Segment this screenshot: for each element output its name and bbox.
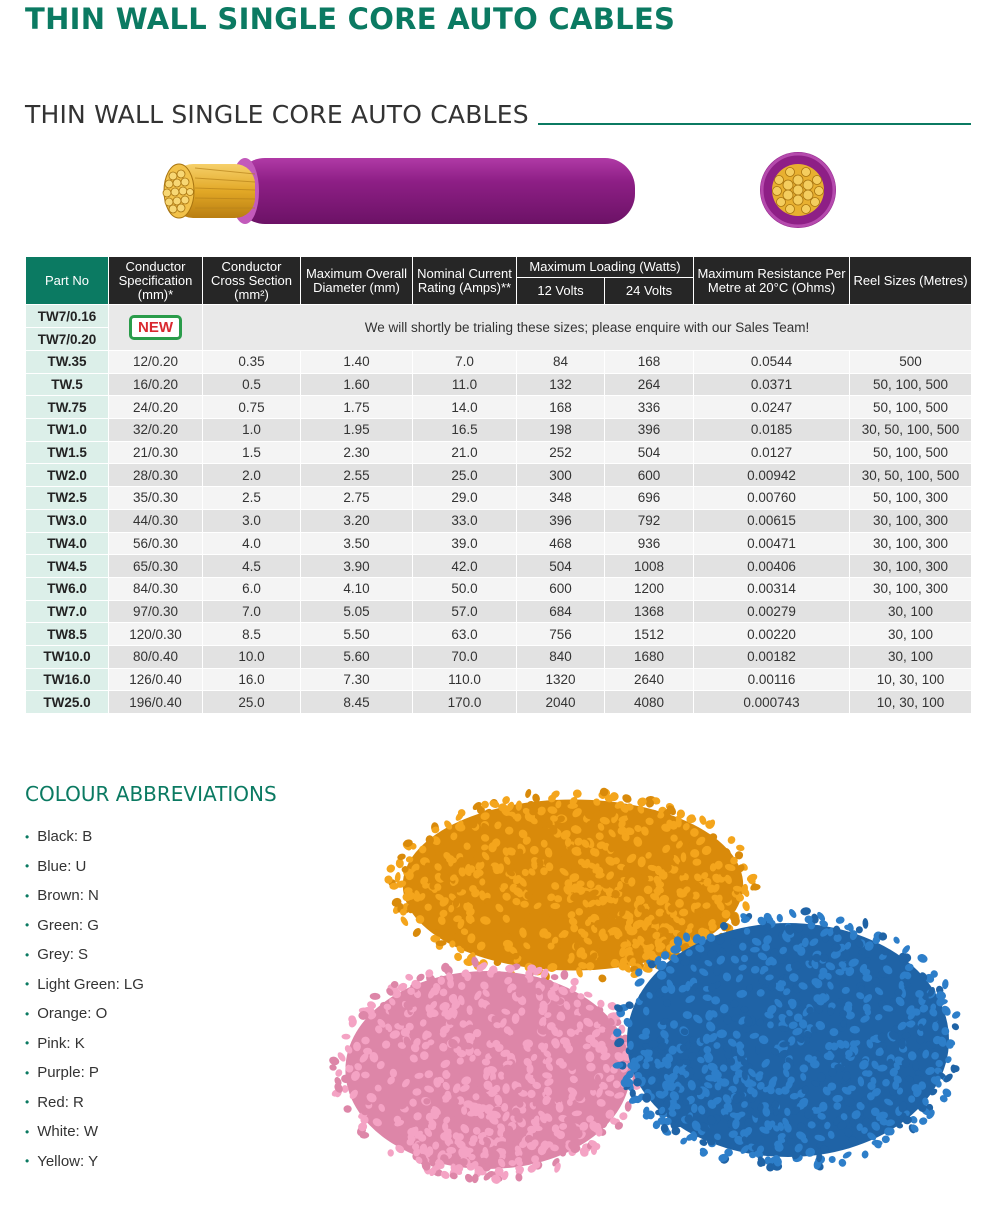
loading-12v-cell: 198 bbox=[517, 419, 605, 442]
max-diameter-cell: 8.45 bbox=[301, 691, 413, 714]
max-resistance-cell: 0.00279 bbox=[694, 600, 850, 623]
current-rating-cell: 70.0 bbox=[413, 645, 517, 668]
cable-jacket bbox=[231, 158, 635, 224]
loading-24v-cell: 504 bbox=[605, 441, 694, 464]
max-diameter-cell: 2.30 bbox=[301, 441, 413, 464]
conductor-spec-cell: 84/0.30 bbox=[109, 577, 203, 600]
part-no-cell: TW8.5 bbox=[26, 623, 109, 646]
header-max-resistance: Maximum Resistance Per Metre at 20°C (Ohms) bbox=[694, 257, 850, 305]
loading-12v-cell: 2040 bbox=[517, 691, 605, 714]
new-sizes-message: We will shortly be trialing these sizes; please enquire with our Sales Team! bbox=[203, 305, 972, 351]
part-no-cell: TW.35 bbox=[26, 351, 109, 374]
colour-abbreviation-label: Grey: S bbox=[37, 946, 89, 964]
conductor-spec-cell: 65/0.30 bbox=[109, 555, 203, 578]
loading-24v-cell: 600 bbox=[605, 464, 694, 487]
conductor-spec-cell: 80/0.40 bbox=[109, 645, 203, 668]
colour-abbreviation-item bbox=[25, 911, 144, 941]
max-diameter-cell: 1.75 bbox=[301, 396, 413, 419]
cross-section-cell: 1.5 bbox=[203, 441, 301, 464]
part-no-cell: TW7.0 bbox=[26, 600, 109, 623]
max-diameter-cell: 3.90 bbox=[301, 555, 413, 578]
max-resistance-cell: 0.0185 bbox=[694, 419, 850, 442]
table-row bbox=[26, 396, 972, 419]
max-resistance-cell: 0.00220 bbox=[694, 623, 850, 646]
max-resistance-cell: 0.00116 bbox=[694, 668, 850, 691]
loading-24v-cell: 1512 bbox=[605, 623, 694, 646]
max-resistance-cell: 0.0247 bbox=[694, 396, 850, 419]
colour-abbreviation-item bbox=[25, 970, 144, 1000]
part-no-cell: TW1.5 bbox=[26, 441, 109, 464]
max-diameter-cell: 2.75 bbox=[301, 487, 413, 510]
current-rating-cell: 39.0 bbox=[413, 532, 517, 555]
conductor-spec-cell: 21/0.30 bbox=[109, 441, 203, 464]
current-rating-cell: 170.0 bbox=[413, 691, 517, 714]
loading-12v-cell: 756 bbox=[517, 623, 605, 646]
current-rating-cell: 57.0 bbox=[413, 600, 517, 623]
colour-abbreviation-item bbox=[25, 1058, 144, 1088]
header-24-volts: 24 Volts bbox=[605, 278, 694, 305]
max-diameter-cell: 1.60 bbox=[301, 373, 413, 396]
loading-12v-cell: 300 bbox=[517, 464, 605, 487]
reel-sizes-cell: 50, 100, 500 bbox=[850, 373, 972, 396]
cross-section-cell: 2.5 bbox=[203, 487, 301, 510]
table-row bbox=[26, 509, 972, 532]
colour-abbreviation-label: Black: B bbox=[37, 828, 93, 846]
part-no-cell: TW7/0.16 bbox=[26, 305, 109, 328]
bullet-icon: • bbox=[25, 918, 30, 933]
conductor-spec-cell: 32/0.20 bbox=[109, 419, 203, 442]
current-rating-cell: 50.0 bbox=[413, 577, 517, 600]
part-no-cell: TW10.0 bbox=[26, 645, 109, 668]
conductor-spec-cell: 196/0.40 bbox=[109, 691, 203, 714]
cross-section-cell: 0.35 bbox=[203, 351, 301, 374]
current-rating-cell: 42.0 bbox=[413, 555, 517, 578]
part-no-cell: TW1.0 bbox=[26, 419, 109, 442]
current-rating-cell: 7.0 bbox=[413, 351, 517, 374]
bullet-icon: • bbox=[25, 1124, 30, 1139]
cross-section-cell: 7.0 bbox=[203, 600, 301, 623]
current-rating-cell: 110.0 bbox=[413, 668, 517, 691]
bullet-icon: • bbox=[25, 859, 30, 874]
cross-section-cell: 2.0 bbox=[203, 464, 301, 487]
colour-abbreviations-title: COLOUR ABBREVIATIONS bbox=[25, 782, 277, 806]
cross-section-cell: 6.0 bbox=[203, 577, 301, 600]
bullet-icon: • bbox=[25, 977, 30, 992]
bullet-icon: • bbox=[25, 1006, 30, 1021]
cross-section-cell: 25.0 bbox=[203, 691, 301, 714]
colour-abbreviation-label: White: W bbox=[37, 1123, 99, 1141]
colour-abbreviation-label: Light Green: LG bbox=[37, 975, 144, 993]
bullet-icon: • bbox=[25, 829, 30, 844]
part-no-cell: TW7/0.20 bbox=[26, 328, 109, 351]
reel-sizes-cell: 10, 30, 100 bbox=[850, 691, 972, 714]
conductor-spec-cell: 35/0.30 bbox=[109, 487, 203, 510]
header-current-rating: Nominal Current Rating (Amps)** bbox=[413, 257, 517, 305]
loading-12v-cell: 132 bbox=[517, 373, 605, 396]
reel-sizes-cell: 30, 100, 300 bbox=[850, 532, 972, 555]
conductor-spec-cell: 56/0.30 bbox=[109, 532, 203, 555]
part-no-cell: TW16.0 bbox=[26, 668, 109, 691]
header-part-no: Part No bbox=[26, 257, 109, 305]
max-resistance-cell: 0.000743 bbox=[694, 691, 850, 714]
cross-section-cell: 4.0 bbox=[203, 532, 301, 555]
loading-24v-cell: 336 bbox=[605, 396, 694, 419]
loading-12v-cell: 1320 bbox=[517, 668, 605, 691]
max-resistance-cell: 0.00406 bbox=[694, 555, 850, 578]
part-no-cell: TW2.0 bbox=[26, 464, 109, 487]
table-row bbox=[26, 532, 972, 555]
loading-12v-cell: 468 bbox=[517, 532, 605, 555]
colour-abbreviation-label: Purple: P bbox=[37, 1064, 99, 1082]
table-row bbox=[26, 577, 972, 600]
current-rating-cell: 33.0 bbox=[413, 509, 517, 532]
reel-sizes-cell: 30, 100, 300 bbox=[850, 509, 972, 532]
reel-sizes-cell: 30, 100 bbox=[850, 600, 972, 623]
cross-section-cell: 8.5 bbox=[203, 623, 301, 646]
loading-24v-cell: 1680 bbox=[605, 645, 694, 668]
max-diameter-cell: 3.20 bbox=[301, 509, 413, 532]
reel-sizes-cell: 30, 100 bbox=[850, 645, 972, 668]
bullet-icon: • bbox=[25, 947, 30, 962]
max-diameter-cell: 1.40 bbox=[301, 351, 413, 374]
reel-sizes-cell: 50, 100, 500 bbox=[850, 441, 972, 464]
reel-sizes-cell: 30, 100, 300 bbox=[850, 555, 972, 578]
max-resistance-cell: 0.0544 bbox=[694, 351, 850, 374]
loading-24v-cell: 1008 bbox=[605, 555, 694, 578]
max-diameter-cell: 3.50 bbox=[301, 532, 413, 555]
max-resistance-cell: 0.00760 bbox=[694, 487, 850, 510]
table-row-new bbox=[26, 305, 972, 328]
conductor-spec-cell: 24/0.20 bbox=[109, 396, 203, 419]
pink-pellet-pile bbox=[328, 956, 643, 1186]
reel-sizes-cell: 50, 100, 500 bbox=[850, 396, 972, 419]
colour-abbreviation-label: Pink: K bbox=[37, 1034, 85, 1052]
cross-section-cell: 4.5 bbox=[203, 555, 301, 578]
loading-24v-cell: 4080 bbox=[605, 691, 694, 714]
conductor-spec-cell: 126/0.40 bbox=[109, 668, 203, 691]
colour-abbreviation-label: Orange: O bbox=[37, 1005, 108, 1023]
colour-abbreviation-item bbox=[25, 1147, 144, 1177]
loading-12v-cell: 600 bbox=[517, 577, 605, 600]
conductor-spec-cell: 28/0.30 bbox=[109, 464, 203, 487]
part-no-cell: TW2.5 bbox=[26, 487, 109, 510]
table-row bbox=[26, 668, 972, 691]
section-divider bbox=[538, 123, 971, 125]
part-no-cell: TW6.0 bbox=[26, 577, 109, 600]
loading-24v-cell: 936 bbox=[605, 532, 694, 555]
table-row bbox=[26, 623, 972, 646]
plastic-pellets-image bbox=[318, 775, 978, 1205]
header-max-diameter: Maximum Overall Diameter (mm) bbox=[301, 257, 413, 305]
loading-12v-cell: 168 bbox=[517, 396, 605, 419]
new-badge-cell bbox=[109, 305, 203, 351]
section-title: THIN WALL SINGLE CORE AUTO CABLES bbox=[25, 100, 529, 129]
loading-24v-cell: 1200 bbox=[605, 577, 694, 600]
max-diameter-cell: 2.55 bbox=[301, 464, 413, 487]
loading-12v-cell: 84 bbox=[517, 351, 605, 374]
current-rating-cell: 29.0 bbox=[413, 487, 517, 510]
table-row bbox=[26, 487, 972, 510]
reel-sizes-cell: 30, 50, 100, 500 bbox=[850, 419, 972, 442]
loading-24v-cell: 168 bbox=[605, 351, 694, 374]
loading-24v-cell: 1368 bbox=[605, 600, 694, 623]
colour-abbreviation-label: Red: R bbox=[37, 1093, 84, 1111]
loading-12v-cell: 396 bbox=[517, 509, 605, 532]
current-rating-cell: 21.0 bbox=[413, 441, 517, 464]
bullet-icon: • bbox=[25, 1154, 30, 1169]
reel-sizes-cell: 30, 50, 100, 500 bbox=[850, 464, 972, 487]
cross-section-cell: 1.0 bbox=[203, 419, 301, 442]
colour-abbreviation-item bbox=[25, 999, 144, 1029]
cable-illustration bbox=[155, 150, 855, 240]
part-no-cell: TW4.0 bbox=[26, 532, 109, 555]
current-rating-cell: 16.5 bbox=[413, 419, 517, 442]
part-no-cell: TW.5 bbox=[26, 373, 109, 396]
colour-abbreviation-label: Blue: U bbox=[37, 857, 87, 875]
colour-abbreviation-label: Yellow: Y bbox=[37, 1152, 99, 1170]
colour-abbreviation-item bbox=[25, 940, 144, 970]
current-rating-cell: 14.0 bbox=[413, 396, 517, 419]
table-row bbox=[26, 373, 972, 396]
part-no-cell: TW3.0 bbox=[26, 509, 109, 532]
conductor-spec-cell: 120/0.30 bbox=[109, 623, 203, 646]
reel-sizes-cell: 50, 100, 300 bbox=[850, 487, 972, 510]
cable-cross-section bbox=[760, 152, 836, 228]
conductor-spec-cell: 12/0.20 bbox=[109, 351, 203, 374]
bullet-icon: • bbox=[25, 888, 30, 903]
colour-abbreviations-list bbox=[25, 822, 144, 1176]
cross-section-cell: 16.0 bbox=[203, 668, 301, 691]
loading-12v-cell: 252 bbox=[517, 441, 605, 464]
reel-sizes-cell: 10, 30, 100 bbox=[850, 668, 972, 691]
max-resistance-cell: 0.00615 bbox=[694, 509, 850, 532]
bullet-icon: • bbox=[25, 1095, 30, 1110]
colour-abbreviation-item bbox=[25, 881, 144, 911]
loading-24v-cell: 264 bbox=[605, 373, 694, 396]
new-badge: NEW bbox=[129, 315, 182, 340]
loading-24v-cell: 696 bbox=[605, 487, 694, 510]
max-resistance-cell: 0.00471 bbox=[694, 532, 850, 555]
header-12-volts: 12 Volts bbox=[517, 278, 605, 305]
max-resistance-cell: 0.00314 bbox=[694, 577, 850, 600]
loading-24v-cell: 792 bbox=[605, 509, 694, 532]
max-resistance-cell: 0.00182 bbox=[694, 645, 850, 668]
colour-abbreviation-item bbox=[25, 1088, 144, 1118]
table-row bbox=[26, 555, 972, 578]
colour-abbreviation-label: Brown: N bbox=[37, 887, 99, 905]
bullet-icon: • bbox=[25, 1036, 30, 1051]
conductor-spec-cell: 97/0.30 bbox=[109, 600, 203, 623]
max-diameter-cell: 5.50 bbox=[301, 623, 413, 646]
header-cross-section: Conductor Cross Section (mm²) bbox=[203, 257, 301, 305]
reel-sizes-cell: 30, 100, 300 bbox=[850, 577, 972, 600]
max-resistance-cell: 0.0127 bbox=[694, 441, 850, 464]
cross-section-cell: 3.0 bbox=[203, 509, 301, 532]
conductor-spec-cell: 16/0.20 bbox=[109, 373, 203, 396]
cable-spec-table bbox=[25, 256, 972, 714]
max-diameter-cell: 5.05 bbox=[301, 600, 413, 623]
conductor-strands bbox=[163, 164, 255, 218]
part-no-cell: TW.75 bbox=[26, 396, 109, 419]
loading-24v-cell: 396 bbox=[605, 419, 694, 442]
table-row bbox=[26, 464, 972, 487]
current-rating-cell: 25.0 bbox=[413, 464, 517, 487]
colour-abbreviation-label: Green: G bbox=[37, 916, 99, 934]
header-max-loading: Maximum Loading (Watts) bbox=[517, 257, 694, 278]
cross-section-cell: 0.75 bbox=[203, 396, 301, 419]
max-diameter-cell: 7.30 bbox=[301, 668, 413, 691]
table-row bbox=[26, 419, 972, 442]
header-conductor-spec: Conductor Specification (mm)* bbox=[109, 257, 203, 305]
cross-section-cell: 0.5 bbox=[203, 373, 301, 396]
max-resistance-cell: 0.00942 bbox=[694, 464, 850, 487]
conductor-spec-cell: 44/0.30 bbox=[109, 509, 203, 532]
max-resistance-cell: 0.0371 bbox=[694, 373, 850, 396]
header-reel-sizes: Reel Sizes (Metres) bbox=[850, 257, 972, 305]
colour-abbreviation-item bbox=[25, 822, 144, 852]
part-no-cell: TW4.5 bbox=[26, 555, 109, 578]
cross-section-cell: 10.0 bbox=[203, 645, 301, 668]
table-row bbox=[26, 645, 972, 668]
reel-sizes-cell: 30, 100 bbox=[850, 623, 972, 646]
loading-24v-cell: 2640 bbox=[605, 668, 694, 691]
table-row bbox=[26, 351, 972, 374]
colour-abbreviation-item bbox=[25, 1117, 144, 1147]
loading-12v-cell: 840 bbox=[517, 645, 605, 668]
colour-abbreviation-item bbox=[25, 1029, 144, 1059]
current-rating-cell: 63.0 bbox=[413, 623, 517, 646]
table-row bbox=[26, 691, 972, 714]
table-row bbox=[26, 441, 972, 464]
current-rating-cell: 11.0 bbox=[413, 373, 517, 396]
bullet-icon: • bbox=[25, 1065, 30, 1080]
max-diameter-cell: 5.60 bbox=[301, 645, 413, 668]
colour-abbreviation-item bbox=[25, 852, 144, 882]
loading-12v-cell: 684 bbox=[517, 600, 605, 623]
loading-12v-cell: 348 bbox=[517, 487, 605, 510]
page-title: THIN WALL SINGLE CORE AUTO CABLES bbox=[25, 2, 676, 36]
reel-sizes-cell: 500 bbox=[850, 351, 972, 374]
table-row bbox=[26, 600, 972, 623]
max-diameter-cell: 4.10 bbox=[301, 577, 413, 600]
max-diameter-cell: 1.95 bbox=[301, 419, 413, 442]
loading-12v-cell: 504 bbox=[517, 555, 605, 578]
part-no-cell: TW25.0 bbox=[26, 691, 109, 714]
